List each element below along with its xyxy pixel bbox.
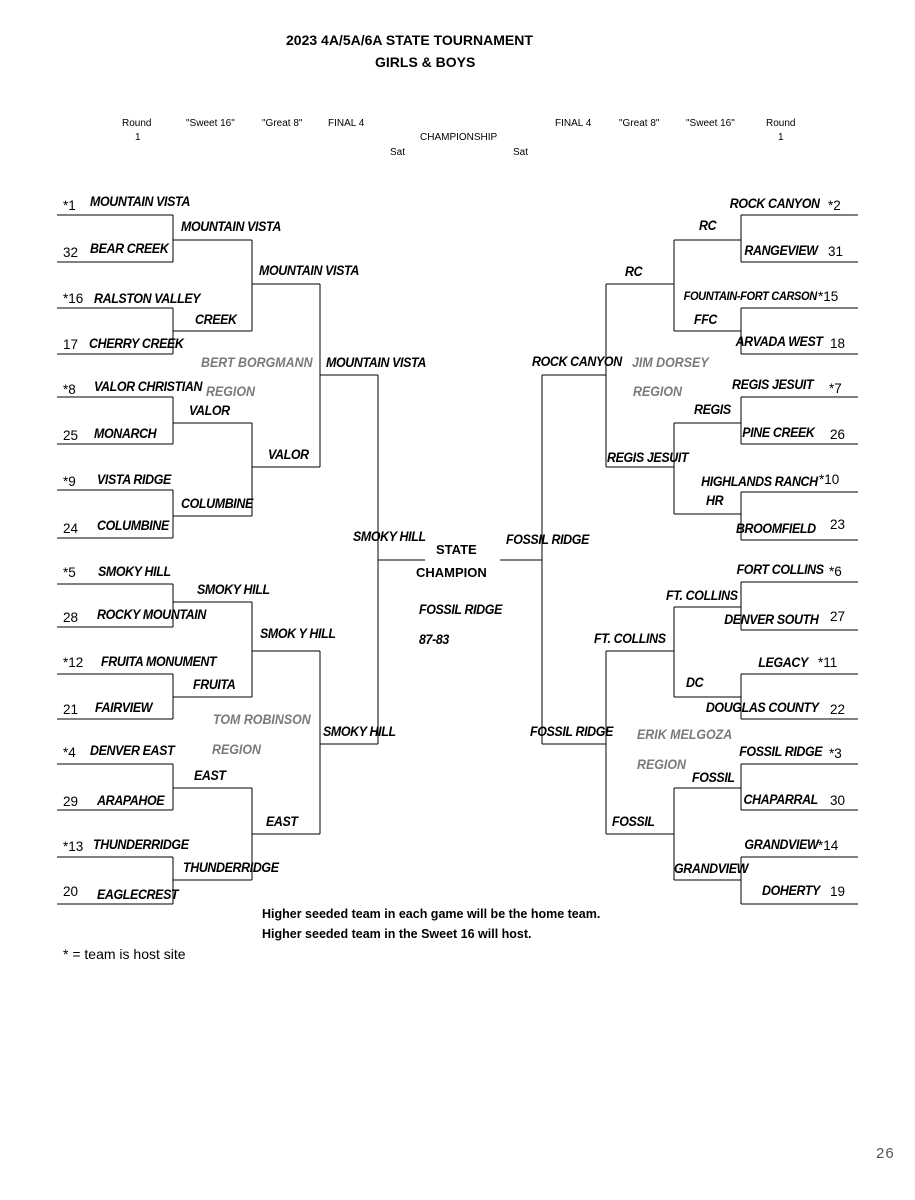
header-championship: CHAMPIONSHIP — [420, 132, 498, 143]
left-r1-team: VALOR CHRISTIAN — [94, 379, 203, 394]
header-sat-right: Sat — [513, 147, 529, 158]
right-r1-seed: *3 — [829, 746, 842, 761]
right-r2-team: FFC — [694, 312, 718, 327]
champion-label: CHAMPION — [416, 565, 487, 580]
right-r1-team: GRANDVIEW — [744, 837, 818, 852]
right-r1-seed: 30 — [830, 793, 846, 808]
right-r1-team: FOSSIL RIDGE — [738, 744, 822, 759]
left-r1-seed: 24 — [63, 521, 79, 536]
right-r1-seed: *11 — [818, 655, 838, 670]
right-r4-team: FOSSIL RIDGE — [530, 724, 614, 739]
right-region-director: JIM DORSEY — [632, 355, 709, 370]
right-r1-team: ARVADA WEST — [735, 334, 823, 349]
header-round-num-right: 1 — [778, 132, 784, 143]
left-r1-team: EAGLECREST — [97, 887, 179, 902]
left-r1-team: FAIRVIEW — [95, 700, 153, 715]
header-final4-left: FINAL 4 — [328, 118, 365, 129]
right-r1-seed: 31 — [828, 244, 844, 259]
header-sat-left: Sat — [390, 147, 406, 158]
left-r1-team: DENVER EAST — [90, 743, 175, 758]
right-r1-seed: 22 — [830, 702, 846, 717]
right-r2-team: DC — [686, 675, 704, 690]
left-r3-team: EAST — [266, 814, 298, 829]
left-r1-seed: 20 — [63, 884, 79, 899]
header-round-left: Round — [122, 118, 152, 129]
right-r1-seed: *6 — [829, 564, 842, 579]
right-r1-seed: *2 — [828, 198, 841, 213]
left-r1-seed: *8 — [63, 382, 76, 397]
left-r1-seed: 25 — [63, 428, 79, 443]
header-round-right: Round — [766, 118, 796, 129]
left-r1-team: MOUNTAIN VISTA — [90, 194, 190, 209]
right-r1-team: DOHERTY — [762, 883, 820, 898]
left-r2-team: MOUNTAIN VISTA — [181, 219, 281, 234]
left-r1-team: SMOKY HILL — [98, 564, 171, 579]
right-region-director: ERIK MELGOZA — [637, 727, 733, 742]
left-region-director: BERT BORGMANN — [201, 355, 313, 370]
left-r4-team: SMOKY HILL — [323, 724, 396, 739]
right-r1-team: FORT COLLINS — [736, 562, 824, 577]
right-r1-team: CHAPARRAL — [743, 792, 818, 807]
right-r1-seed: 26 — [830, 427, 846, 442]
right-r1-team: LEGACY — [758, 655, 808, 670]
left-r2-team: CREEK — [195, 312, 237, 327]
left-r1-seed: *1 — [63, 198, 76, 213]
state-label: STATE — [436, 542, 477, 557]
page-number: 26 — [876, 1145, 895, 1162]
header-sweet16-left: "Sweet 16" — [186, 118, 235, 129]
right-r1-team: RANGEVIEW — [744, 243, 818, 258]
header-great8-right: "Great 8" — [619, 118, 660, 129]
right-r1-seed: *14 — [818, 838, 839, 853]
champion-winner: FOSSIL RIDGE — [419, 602, 503, 617]
host-legend: * = team is host site — [63, 946, 186, 962]
header-great8-left: "Great 8" — [262, 118, 303, 129]
right-r3-team: REGIS JESUIT — [607, 450, 689, 465]
right-r2-team: FOSSIL — [692, 770, 735, 785]
right-r4-team: ROCK CANYON — [532, 354, 622, 369]
left-r3-team: MOUNTAIN VISTA — [259, 263, 359, 278]
left-r1-seed: 29 — [63, 794, 79, 809]
left-r1-seed: 32 — [63, 245, 79, 260]
header-round-num-left: 1 — [135, 132, 141, 143]
left-r4-team: MOUNTAIN VISTA — [326, 355, 426, 370]
right-r1-seed: 23 — [830, 517, 846, 532]
title-line-1: 2023 4A/5A/6A STATE TOURNAMENT — [286, 32, 533, 48]
right-r1-team: HIGHLANDS RANCH — [701, 474, 818, 489]
right-r1-team: DOUGLAS COUNTY — [706, 700, 819, 715]
left-r1-seed: 21 — [63, 702, 79, 717]
right-r1-seed: *7 — [829, 381, 842, 396]
right-r2-team: FT. COLLINS — [666, 588, 738, 603]
left-r1-team: RALSTON VALLEY — [94, 291, 201, 306]
title-line-2: GIRLS & BOYS — [375, 54, 476, 70]
champion-score: 87-83 — [419, 632, 449, 647]
left-r1-team: MONARCH — [94, 426, 157, 441]
left-r1-team: VISTA RIDGE — [97, 472, 171, 487]
left-r2-team: EAST — [194, 768, 226, 783]
right-r1-seed: 27 — [830, 609, 846, 624]
left-r1-seed: *5 — [63, 565, 76, 580]
right-finalist: FOSSIL RIDGE — [506, 532, 590, 547]
right-r1-team: PINE CREEK — [742, 425, 815, 440]
left-region-director: TOM ROBINSON — [213, 712, 311, 727]
header-final4-right: FINAL 4 — [555, 118, 592, 129]
right-r1-team: BROOMFIELD — [736, 521, 816, 536]
left-r2-team: COLUMBINE — [181, 496, 253, 511]
left-r1-seed: *13 — [63, 839, 84, 854]
left-r1-team: CHERRY CREEK — [89, 336, 184, 351]
left-r1-seed: *16 — [63, 291, 84, 306]
right-r2-team: RC — [699, 218, 717, 233]
right-r1-seed: *10 — [819, 472, 840, 487]
left-r1-team: ROCKY MOUNTAIN — [97, 607, 206, 622]
right-r2-team: HR — [706, 493, 724, 508]
left-r1-seed: *12 — [63, 655, 84, 670]
left-r2-team: THUNDERRIDGE — [183, 860, 279, 875]
right-r3-team: FT. COLLINS — [594, 631, 666, 646]
right-r2-team: REGIS — [694, 402, 731, 417]
right-r3-team: RC — [625, 264, 643, 279]
left-r1-seed: *9 — [63, 474, 76, 489]
note-line-2: Higher seeded team in the Sweet 16 will host. — [262, 927, 532, 941]
right-r1-seed: *15 — [818, 289, 839, 304]
left-r1-team: FRUITA MONUMENT — [101, 654, 217, 669]
left-r1-team: BEAR CREEK — [90, 241, 169, 256]
left-r1-seed: 28 — [63, 610, 79, 625]
left-r2-team: FRUITA — [193, 677, 236, 692]
left-region-label: REGION — [212, 742, 262, 757]
left-r2-team: SMOKY HILL — [197, 582, 270, 597]
right-r1-team: ROCK CANYON — [730, 196, 820, 211]
left-r3-team: VALOR — [268, 447, 309, 462]
left-r1-team: ARAPAHOE — [97, 793, 165, 808]
right-r1-seed: 19 — [830, 884, 846, 899]
left-r1-seed: *4 — [63, 745, 76, 760]
left-r1-team: COLUMBINE — [97, 518, 169, 533]
left-region-label: REGION — [206, 384, 256, 399]
right-region-label: REGION — [633, 384, 683, 399]
right-r1-team: REGIS JESUIT — [731, 377, 813, 392]
right-r3-team: FOSSIL — [612, 814, 655, 829]
right-r1-team: FOUNTAIN-FORT CARSON — [683, 289, 817, 303]
right-region-label: REGION — [637, 757, 687, 772]
right-r1-team: DENVER SOUTH — [723, 612, 818, 627]
left-finalist: SMOKY HILL — [353, 529, 426, 544]
note-line-1: Higher seeded team in each game will be the home team. — [262, 907, 601, 921]
left-r1-seed: 17 — [63, 337, 79, 352]
header-sweet16-right: "Sweet 16" — [686, 118, 735, 129]
right-r1-seed: 18 — [830, 336, 846, 351]
left-r3-team: SMOK Y HILL — [260, 626, 336, 641]
left-r1-team: THUNDERRIDGE — [93, 837, 189, 852]
left-r2-team: VALOR — [189, 403, 230, 418]
right-r2-team: GRANDVIEW — [674, 861, 748, 876]
